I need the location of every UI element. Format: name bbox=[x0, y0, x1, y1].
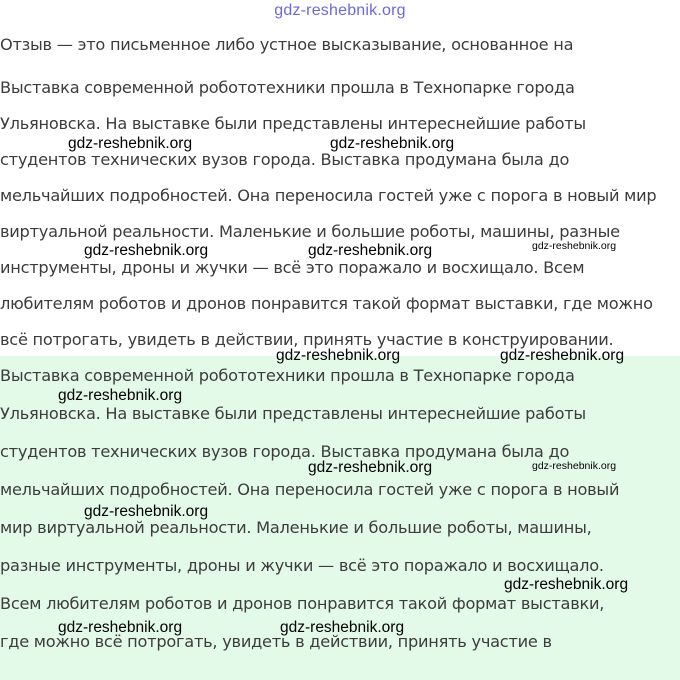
highlighted-line-7: Всем любителям роботов и дронов понравится такой формат выставки, bbox=[0, 594, 605, 613]
watermark: gdz-reshebnik.org bbox=[84, 503, 209, 520]
watermark: gdz-reshebnik.org bbox=[330, 135, 455, 152]
definition-line: Отзыв — это письменное либо устное высказывание, основанное на bbox=[0, 35, 574, 54]
watermark: gdz-reshebnik.org bbox=[280, 619, 405, 636]
original-line-5: виртуальной реальности. Маленькие и большие роботы, машины, разные bbox=[0, 222, 620, 241]
original-line-2: Ульяновска. На выставке были представлены интереснейшие работы bbox=[0, 114, 586, 133]
highlighted-line-2: Ульяновска. На выставке были представлены интереснейшие работы bbox=[0, 404, 586, 423]
watermark: gdz-reshebnik.org bbox=[276, 347, 401, 364]
highlighted-line-6: разные инструменты, дроны и жучки — всё это поражало и восхищало. bbox=[0, 556, 604, 575]
watermark: gdz-reshebnik.org bbox=[58, 619, 183, 636]
original-line-3: студентов технических вузов города. Выставка продумана была до bbox=[0, 150, 570, 169]
watermark: gdz-reshebnik.org bbox=[532, 240, 617, 252]
watermark: gdz-reshebnik.org bbox=[58, 387, 183, 404]
watermark: gdz-reshebnik.org bbox=[532, 460, 617, 472]
watermark: gdz-reshebnik.org bbox=[500, 347, 625, 364]
highlighted-line-5: мир виртуальной реальности. Маленькие и большие роботы, машины, bbox=[0, 518, 592, 537]
watermark: gdz-reshebnik.org bbox=[68, 135, 193, 152]
original-line-8: всё потрогать, увидеть в действии, принять участие в конструировании. bbox=[0, 330, 614, 349]
watermark: gdz-reshebnik.org bbox=[308, 459, 433, 476]
highlighted-line-4: мельчайших подробностей. Она переносила гостей уже с порога в новый bbox=[0, 480, 620, 499]
watermark: gdz-reshebnik.org bbox=[308, 242, 433, 259]
original-line-1: Выставка современной робототехники прошла в Технопарке города bbox=[0, 78, 575, 97]
original-line-7: любителям роботов и дронов понравится такой формат выставки, где можно bbox=[0, 294, 653, 313]
original-line-6: инструменты, дроны и жучки — всё это поражало и восхищало. Всем bbox=[0, 258, 585, 277]
watermark: gdz-reshebnik.org bbox=[84, 242, 209, 259]
top-watermark: gdz-reshebnik.org bbox=[274, 2, 406, 19]
highlighted-line-3: студентов технических вузов города. Выставка продумана была до bbox=[0, 442, 570, 461]
watermark: gdz-reshebnik.org bbox=[504, 576, 629, 593]
highlighted-line-1: Выставка современной робототехники прошла в Технопарке города bbox=[0, 366, 575, 385]
original-line-4: мельчайших подробностей. Она переносила гостей уже с порога в новый мир bbox=[0, 186, 657, 205]
highlighted-line-8: где можно всё потрогать, увидеть в действии, принять участие в bbox=[0, 632, 552, 651]
